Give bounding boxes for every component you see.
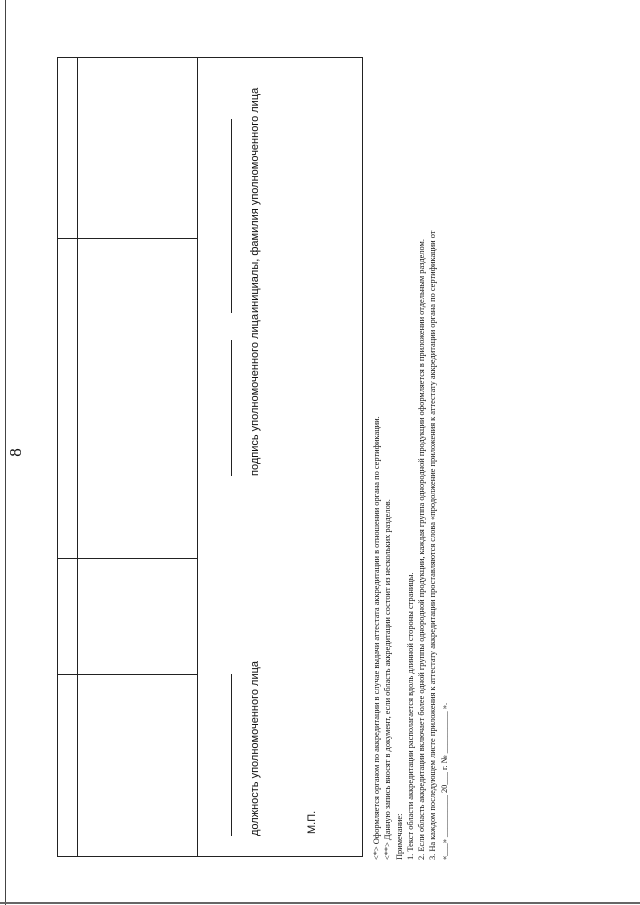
note-item-continuation: «___» __________ 20___ г. № __________ ». xyxy=(439,702,449,860)
name-label: инициалы, фамилия уполномоченного лица xyxy=(249,87,261,313)
footnote: <*> Оформляется органом по аккредитации в случае выдачи аттестата аккредитации в отношении органа по сертификации. xyxy=(372,416,381,860)
note-item: 2. Если область аккредитации включает более одной группы однородной продукции, каждая группа однородной продукции оформляется в приложении отдельным разделом. xyxy=(417,239,427,860)
notes-heading: Примечание: xyxy=(394,813,404,860)
note-item: 1. Текст области аккредитации располагается вдоль длинной стороны страницы. xyxy=(405,572,415,860)
position-signature-line xyxy=(231,674,232,836)
table-column-divider xyxy=(58,238,197,239)
footnote: <**> Данную запись вносят в документ, если область аккредитации состоит из нескольких разделов. xyxy=(383,499,393,860)
table-column-divider xyxy=(58,674,197,675)
accreditation-table xyxy=(57,57,363,857)
note-item: 3. На каждом последующем листе приложения к аттестату аккредитации проставляются слова «продолжение приложения к аттестату аккредитации органа по сертификации от xyxy=(428,230,438,860)
page-number: 8 xyxy=(6,448,25,457)
notes-section xyxy=(371,40,450,860)
signature-label: подпись уполномоченного лица xyxy=(249,313,261,476)
position-label: должность уполномоченного лица xyxy=(249,660,261,836)
name-signature-line xyxy=(231,119,232,313)
table-column-divider xyxy=(58,558,197,559)
stamp-placeholder: М.П. xyxy=(306,810,318,834)
signature-line xyxy=(231,340,232,476)
table-row-divider xyxy=(197,58,198,856)
table-row-divider xyxy=(77,58,78,856)
